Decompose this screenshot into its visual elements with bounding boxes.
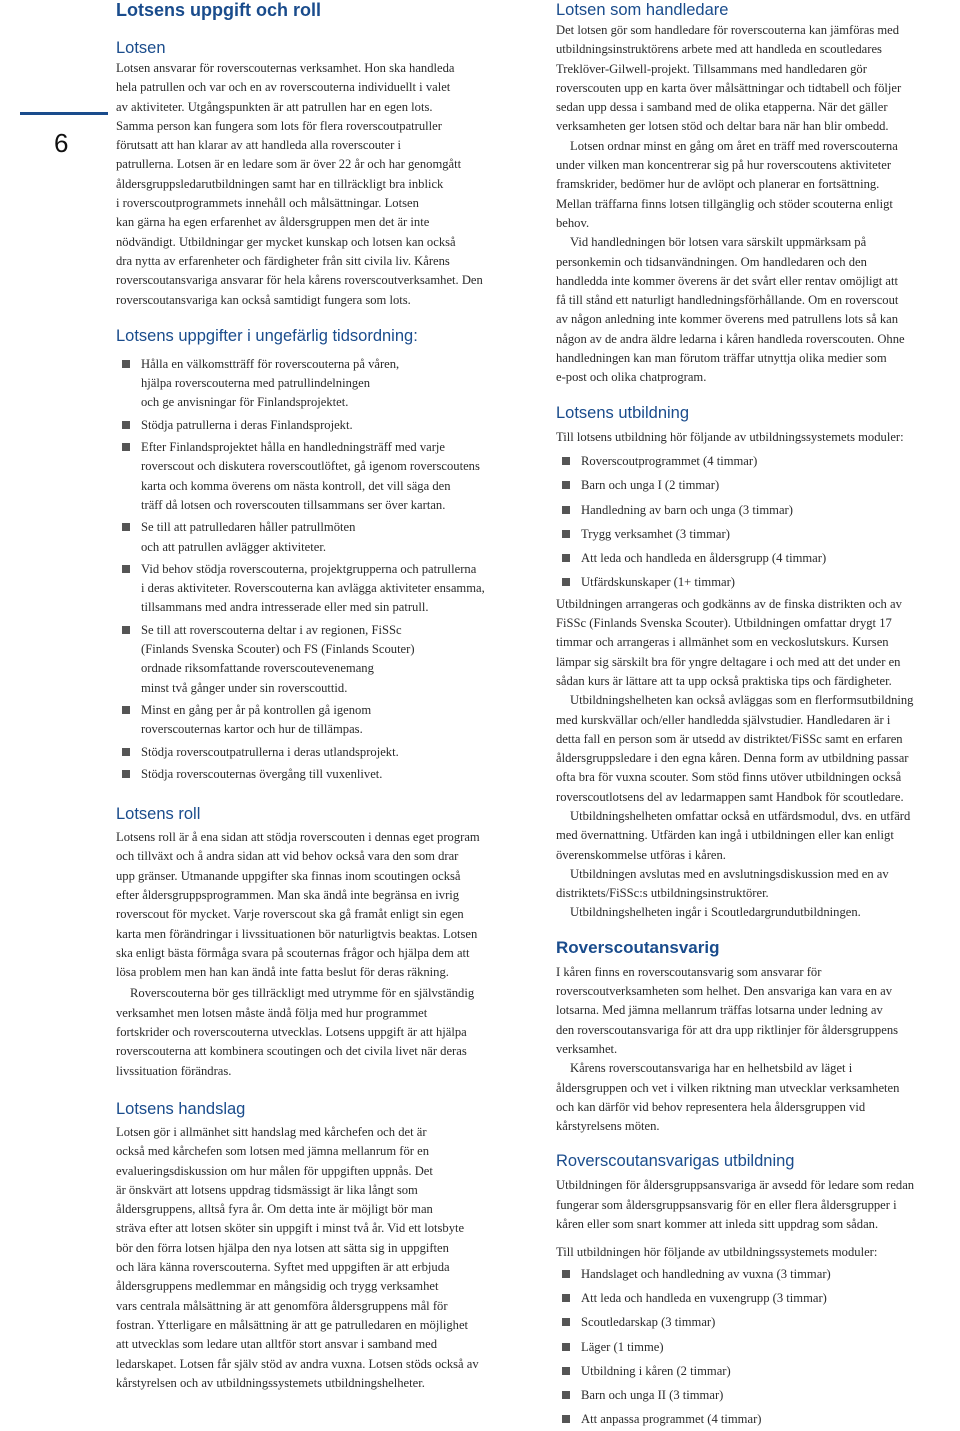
utbildning-list [556,452,960,593]
square-bullet-icon [562,578,570,586]
handledare-text-2: Lotsen ordnar minst en gång om året en träff med roverscouterna under vilken man koncentrerar sig på hur roverscoutens aktiviteter framskrider, bedömer hur de avlöpt och planerar en fortsättning. Mellan träffarna finns lotsen tillgänglig och stöder scouterna enligt behov. [556,138,898,230]
tasks-heading: Lotsens uppgifter i ungefärlig tidsordning: [116,326,418,345]
list-item: Utfärdskunskaper (1+ timmar) [556,573,960,592]
page-number: 6 [54,128,69,158]
list-item: Trygg verksamhet (3 timmar) [556,525,960,544]
list-item: Handslaget och handledning av vuxna (3 timmar) [556,1265,960,1284]
roll-text: Lotsens roll är å ena sidan att stödja roverscouten i dennas eget program och tillväxt och å andra sidan att vid behov också vara den som drar upp gränser. Utmanande uppgifter ska finnas inom scoutingen också efter åldersgruppsprogrammen. Man ska ändå inte begränsa en ivrig roverscout för mycket. Varje roverscout ska gå framåt enligt sin egen karta men förändringar i livssituationen bör naturligtvis beaktas. Lotsen ska enligt bästa förmåga svara på scouternas frågor och hjälpa dem att lösa problem men han kan ändå inte fatta beslut för deras räkning. [116,830,480,980]
ansvarig-text-2: Kårens roverscoutansvariga har en helhetsbild av läget i åldersgruppen och vet i vilken riktning man utvecklar verksamheten och kan därför vid behov representera hela åldersgruppen vid kårstyrelsens möten. [556,1061,900,1134]
page-title: Lotsens uppgift och roll [116,0,321,20]
list-item: Se till att roverscouterna deltar i av regionen, FiSSc (Finlands Svenska Scouter) och FS (Finlands Scouter) ordnade riksomfattande roverscoutevenemang minst två gånger under sin roverscouttid. [116,621,528,698]
square-bullet-icon [122,626,130,634]
ansvarig-utbildning-intro: Till utbildningen hör följande av utbildningssystemets moduler: [556,1245,878,1260]
utbildning-text: Utbildningen arrangeras och godkänns av de finska distrikten och av FiSSc (Finlands Svenska Scouter). Utbildningen omfattar drygt 17 timmar och arrangeras i allmänhet som en veckoslutskurs. Kursen lämpar sig särskilt bra för yngre deltagare i och med att det under en sådan kurs är lättare att ta upp också praktiska tips och färdigheter. [556,596,902,688]
list-item: Stödja patrullerna i deras Finlandsprojekt. [116,416,528,435]
utbildning-text-4: Utbildningen avslutas med en avslutningsdiskussion med en av distriktets/FiSSc:s utbildningsinstruktörer. [556,866,889,901]
list-item: Stödja roverscoutpatrullerna i deras utlandsprojekt. [116,743,528,762]
square-bullet-icon [562,1415,570,1423]
square-bullet-icon [562,554,570,562]
handslag-heading: Lotsens handslag [116,1099,246,1118]
handledare-heading: Lotsen som handledare [556,1,729,19]
square-bullet-icon [122,421,130,429]
square-bullet-icon [122,523,130,531]
square-bullet-icon [122,565,130,573]
roll-text-2: Roverscouterna bör ges tillräckligt med utrymme för en självständig verksamhet men lotsen måste ändå följa med hur programmet fortskrider och roverscouterna utvecklas. Lotsens uppgift är att hjälpa roverscouterna att kombinera scoutingen och det civila livet när deras livssituation förändras. [116,986,475,1078]
list-item: Barn och unga II (3 timmar) [556,1386,960,1405]
ansvarig-text: I kåren finns en roverscoutansvarig som ansvarar för roverscoutverksamheten som helhet. Den ansvariga kan vara en av lotsarna. Med jämna mellanrum träffas lotsarna under ledning av den roverscoutansvariga för att dra upp riktlinjer för åldersgruppens verksamhet. [556,964,899,1056]
square-bullet-icon [562,481,570,489]
list-item: Läger (1 timme) [556,1338,960,1357]
square-bullet-icon [122,770,130,778]
handledare-text-3: Vid handledningen bör lotsen vara särskilt uppmärksam på personkemin och tidsanvändningen. Om handledaren och den handledda inte kommer överens är det svårt eller rentav omöjligt att få till stånd ett naturligt handledningsförhållande. Om en roverscout av någon anledning inte kommer överens med patrullens lots så kan någon av de andra äldre ledarna i kåren handleda roverscouten. Ohne handledningen kan man förutom träffar utnyttja olika medier som e-post och olika chatprogram. [556,235,905,385]
square-bullet-icon [562,506,570,514]
list-item: Hålla en välkomstträff för roverscouterna på våren, hjälpa roverscouterna med patrullindelningen och ge anvisningar för Finlandsprojektet. [116,355,528,413]
list-item: Barn och unga I (2 timmar) [556,476,960,495]
roll-heading: Lotsens roll [116,805,201,824]
utbildning-heading: Lotsens utbildning [556,403,690,422]
handslag-text: Lotsen gör i allmänhet sitt handslag med kårchefen och det är också med kårchefen som lotsen med jämna mellanrum för en evalueringsdiskussion om hur målen för uppgiften uppnås. Det är önskvärt att lotsens uppdrag tidsmässigt är lika långt som åldersgruppens, alltså fyra år. Om detta inte är möjligt bör man sträva efter att lotsen sköter sin uppgift i minst två år. Vid ett lotsbyte bör den förra lotsen hjälpa den nya lotsen att sätta sig in uppgiften och lära känna roverscouterna. Syftet med uppgiften är att erbjuda åldersgruppens medlemmar en mångsidig och trygg verksamhet vars centrala målsättning är att genomföra åldersgruppens mål för fostran. Ytterligare en målsättning är att ge patrulledaren en möjlighet att utvecklas som ledare utan alltför stort ansvar i samband med ledarskapet. Lotsen får själv stöd av andra vuxna. Lotsen stöds också av kårstyrelsen och av utbildningssystemets utbildningshelheter. [116,1124,479,1390]
ansvarig-heading: Roverscoutansvarig [556,937,720,957]
utbildning-intro: Till lotsens utbildning hör följande av utbildningssystemets moduler: [556,429,904,444]
square-bullet-icon [122,360,130,368]
list-item: Att leda och handleda en vuxengrupp (3 timmar) [556,1289,960,1308]
square-bullet-icon [122,748,130,756]
square-bullet-icon [562,1367,570,1375]
square-bullet-icon [122,706,130,714]
lotsen-text: Lotsen ansvarar för roverscouternas verksamhet. Hon ska handleda hela patrullen och var och en av roverscouterna individuellt i valet av aktiviteter. Utgångspunkten är att patrullen har en egen lots. Samma person kan fungera som lots för flera roverscoutpatruller förutsatt att han klarar av att handleda alla roverscouter i patrullerna. Lotsen är en ledare som är över 22 år och har genomgått åldersgruppsledarutbildningen samt har en tillräckligt bra inblick i roverscoutprogrammets innehåll och målsättningar. Lotsen kan gärna ha egen erfarenhet av åldersgruppen men det är inte nödvändigt. Utbildningar ger mycket kunskap och lotsen kan också dra nytta av erfarenheter och färdigheter från sitt civila liv. Kårens roverscoutansvariga ansvarar för hela kårens roverscoutverksamhet. Den roverscoutansvariga kan också samtidigt fungera som lots. [116,61,483,307]
right-column [556,0,960,1430]
utbildning-text-3: Utbildningshelheten omfattar också en utfärdsmodul, dvs. en utfärd med övernattning. Utfärden kan ingå i utbildningen eller kan enligt överenskommelse utföras i kåren. [556,808,911,862]
utbildning-text-2: Utbildningshelheten kan också avläggas som en flerformsutbildning med kurskvällar och/eller handledda självstudier. Handledaren är i detta fall en person som är utsedd av distriktet/FiSSc samt en erfaren åldersgruppsledare i den egna kåren. Denna form av utbildning passar ofta bra för vuxna scouter. Som stöd finns utöver utbildningen också roverscoutlotsens del av ledarmappen samt Handbok för scoutledare. [556,693,914,804]
tasks-list [116,355,528,784]
list-item: Att anpassa programmet (4 timmar) [556,1410,960,1429]
list-item: Utbildning i kåren (2 timmar) [556,1362,960,1381]
ansvarig-utbildning-list [556,1265,960,1430]
left-column [116,0,528,1393]
list-item: Minst en gång per år på kontrollen gå igenom roverscouternas kartor och hur de tillämpas. [116,701,528,740]
square-bullet-icon [562,1270,570,1278]
list-item: Scoutledarskap (3 timmar) [556,1313,960,1332]
handledare-text: Det lotsen gör som handledare för roverscouterna kan jämföras med utbildningsinstruktörens arbete med att handleda en scoutledares Treklöver-Gilwell-projekt. Tillsammans med handledaren gör roverscouten upp en karta över målsättningar och tidtabell och följer sedan upp dessa i samband med de olika etapperna. När det gäller verksamheten ger lotsen stöd och deltar bara när han blir ombedd. [556,23,902,134]
square-bullet-icon [122,443,130,451]
square-bullet-icon [562,1343,570,1351]
square-bullet-icon [562,530,570,538]
list-item: Vid behov stödja roverscouterna, projektgrupperna och patrullerna i deras aktiviteter. Roverscouterna kan avlägga aktiviteter ensamma, tillsammans med andra intresserade eller med sin patrull. [116,560,528,618]
list-item: Att leda och handleda en åldersgrupp (4 timmar) [556,549,960,568]
square-bullet-icon [562,1318,570,1326]
ansvarig-utbildning-heading: Roverscoutansvarigas utbildning [556,1152,795,1171]
ansvarig-utbildning-text: Utbildningen för åldersgruppsansvariga är avsedd för ledare som redan fungerar som åldersgruppsansvarig för en eller flera åldersgrupper i kåren eller som snart kommer att inleda sitt uppdrag som sådan. [556,1178,915,1232]
lotsen-heading: Lotsen [116,39,166,57]
list-item: Efter Finlandsprojektet hålla en handledningsträff med varje roverscout och diskutera roverscoutlöftet, gå igenom roverscoutens karta och komma överens om nästa kontroll, det vill säga den träff då lotsen och roverscouten tillsammans ser över kartan. [116,438,528,515]
square-bullet-icon [562,1391,570,1399]
list-item: Stödja roverscouternas övergång till vuxenlivet. [116,765,528,784]
utbildning-text-5: Utbildningshelheten ingår i Scoutledargrundutbildningen. [570,905,861,920]
page-margin [0,0,108,1431]
square-bullet-icon [562,457,570,465]
page-number-rule [20,112,108,115]
list-item: Se till att patrulledaren håller patrullmöten och att patrullen avlägger aktiviteter. [116,518,528,557]
list-item: Handledning av barn och unga (3 timmar) [556,501,960,520]
square-bullet-icon [562,1294,570,1302]
list-item: Roverscoutprogrammet (4 timmar) [556,452,960,471]
